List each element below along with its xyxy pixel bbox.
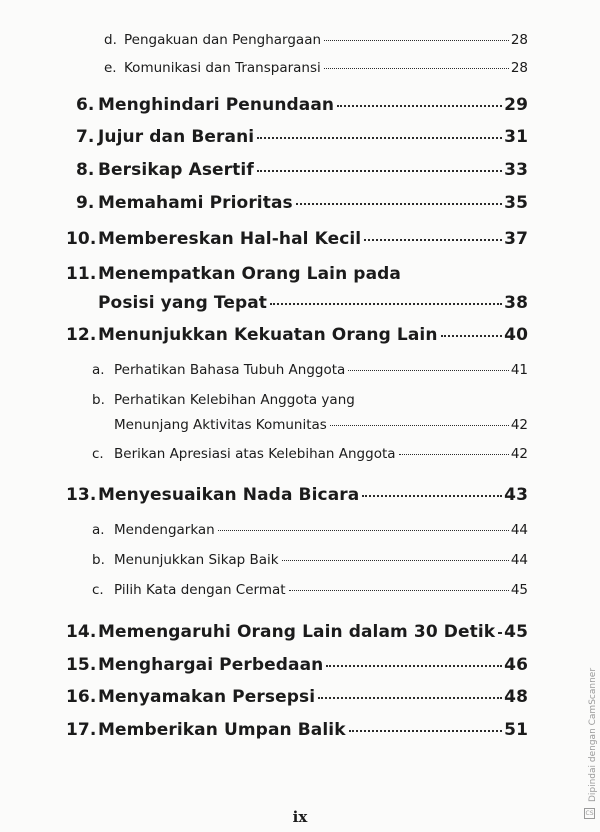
dot-leader: [324, 68, 509, 69]
watermark-text: Dipindai dengan CamScanner: [588, 667, 598, 803]
toc-entry-7: [76, 127, 528, 147]
entry-number: 9.: [76, 193, 95, 213]
dot-leader: [218, 530, 509, 531]
toc-entry-11-continued: [98, 293, 528, 313]
entry-title: Membereskan Hal-hal Kecil: [98, 229, 362, 249]
scanner-watermark: [583, 650, 598, 830]
dot-leader: [282, 560, 509, 561]
toc-entry-e: [104, 60, 528, 76]
toc-entry-12: [66, 325, 528, 345]
entry-page: 48: [504, 687, 528, 707]
entry-page: 46: [504, 655, 528, 675]
entry-title: Memberikan Umpan Balik: [98, 720, 346, 740]
entry-page: 29: [504, 95, 528, 115]
dot-leader: [362, 495, 502, 497]
page-number: ix: [292, 808, 308, 826]
entry-title: Pilih Kata dengan Cermat: [114, 582, 286, 598]
dot-leader: [257, 137, 502, 139]
entry-page: 41: [510, 362, 528, 378]
entry-page: 33: [504, 160, 528, 180]
entry-number: 13.: [66, 485, 97, 505]
dot-leader: [324, 40, 509, 41]
toc-entry-6: [76, 95, 528, 115]
entry-page: 37: [504, 229, 528, 249]
entry-page: 42: [510, 417, 528, 433]
dot-leader: [330, 425, 509, 426]
entry-title: Menghargai Perbedaan: [98, 655, 324, 675]
entry-page: 31: [504, 127, 528, 147]
toc-entry-14: [66, 622, 528, 642]
toc-entry-11: [66, 264, 528, 284]
entry-number: 12.: [66, 325, 97, 345]
dot-leader: [441, 335, 503, 337]
toc-entry-13b: [92, 552, 528, 568]
entry-title: Menyesuaikan Nada Bicara: [98, 485, 360, 505]
entry-number: 14.: [66, 622, 97, 642]
entry-number: b.: [92, 552, 105, 568]
entry-title: Perhatikan Bahasa Tubuh Anggota: [114, 362, 346, 378]
toc-entry-13a: [92, 522, 528, 538]
entry-page: 44: [510, 522, 528, 538]
entry-title: Berikan Apresiasi atas Kelebihan Anggota: [114, 446, 396, 462]
toc-entry-12a: [92, 362, 528, 378]
entry-page: 44: [510, 552, 528, 568]
entry-title-line2: Menunjang Aktivitas Komunitas: [114, 417, 327, 433]
entry-page: 28: [510, 60, 528, 76]
entry-title: Bersikap Asertif: [98, 160, 254, 180]
entry-title: Komunikasi dan Transparansi: [124, 60, 321, 76]
entry-page: 51: [504, 720, 528, 740]
toc-entry-15: [66, 655, 528, 675]
entry-title: Mendengarkan: [114, 522, 215, 538]
dot-leader: [348, 370, 509, 371]
entry-title: Menghindari Penundaan: [98, 95, 335, 115]
entry-number: 8.: [76, 160, 95, 180]
entry-title: Memahami Prioritas: [98, 193, 293, 213]
toc-entry-d: [104, 32, 528, 48]
toc-entry-12b: [92, 392, 528, 408]
entry-title-line1: Menempatkan Orang Lain pada: [98, 264, 401, 284]
toc-entry-17: [66, 720, 528, 740]
entry-title: Menyamakan Persepsi: [98, 687, 316, 707]
dot-leader: [364, 239, 502, 241]
entry-title: Menunjukkan Sikap Baik: [114, 552, 279, 568]
toc-entry-13c: [92, 582, 528, 598]
entry-title-line2: Posisi yang Tepat: [98, 293, 268, 313]
entry-number: 7.: [76, 127, 95, 147]
dot-leader: [257, 170, 502, 172]
toc-entry-10: [66, 229, 528, 249]
dot-leader: [270, 303, 502, 305]
entry-title-line1: Perhatikan Kelebihan Anggota yang: [114, 392, 355, 408]
entry-title: Pengakuan dan Penghargaan: [124, 32, 322, 48]
toc-entry-12c: [92, 446, 528, 462]
entry-number: c.: [92, 446, 104, 462]
camscanner-logo-icon: CS: [585, 810, 594, 817]
entry-page: 45: [504, 622, 528, 642]
entry-page: 28: [510, 32, 528, 48]
entry-number: b.: [92, 392, 105, 408]
entry-page: 40: [504, 325, 528, 345]
dot-leader: [349, 730, 503, 732]
dot-leader: [318, 697, 502, 699]
entry-number: d.: [104, 32, 117, 48]
toc-entry-12b-continued: [114, 417, 528, 433]
toc-entry-16: [66, 687, 528, 707]
entry-page: 45: [510, 582, 528, 598]
entry-page: 42: [510, 446, 528, 462]
entry-page: 35: [504, 193, 528, 213]
entry-number: 10.: [66, 229, 97, 249]
dot-leader: [498, 632, 502, 634]
dot-leader: [296, 203, 502, 205]
dot-leader: [399, 454, 509, 455]
dot-leader: [289, 590, 509, 591]
entry-number: c.: [92, 582, 104, 598]
toc-entry-13: [66, 485, 528, 505]
toc-entry-8: [76, 160, 528, 180]
entry-title: Menunjukkan Kekuatan Orang Lain: [98, 325, 438, 345]
entry-title: Memengaruhi Orang Lain dalam 30 Detik: [98, 622, 496, 642]
entry-number: 15.: [66, 655, 97, 675]
entry-number: 16.: [66, 687, 97, 707]
entry-number: 11.: [66, 264, 97, 284]
entry-number: a.: [92, 522, 105, 538]
entry-page: 43: [504, 485, 528, 505]
entry-page: 38: [504, 293, 528, 313]
entry-title: Jujur dan Berani: [98, 127, 255, 147]
toc-entry-9: [76, 193, 528, 213]
dot-leader: [337, 105, 502, 107]
entry-number: e.: [104, 60, 117, 76]
dot-leader: [326, 665, 502, 667]
entry-number: a.: [92, 362, 105, 378]
entry-number: 6.: [76, 95, 95, 115]
entry-number: 17.: [66, 720, 97, 740]
